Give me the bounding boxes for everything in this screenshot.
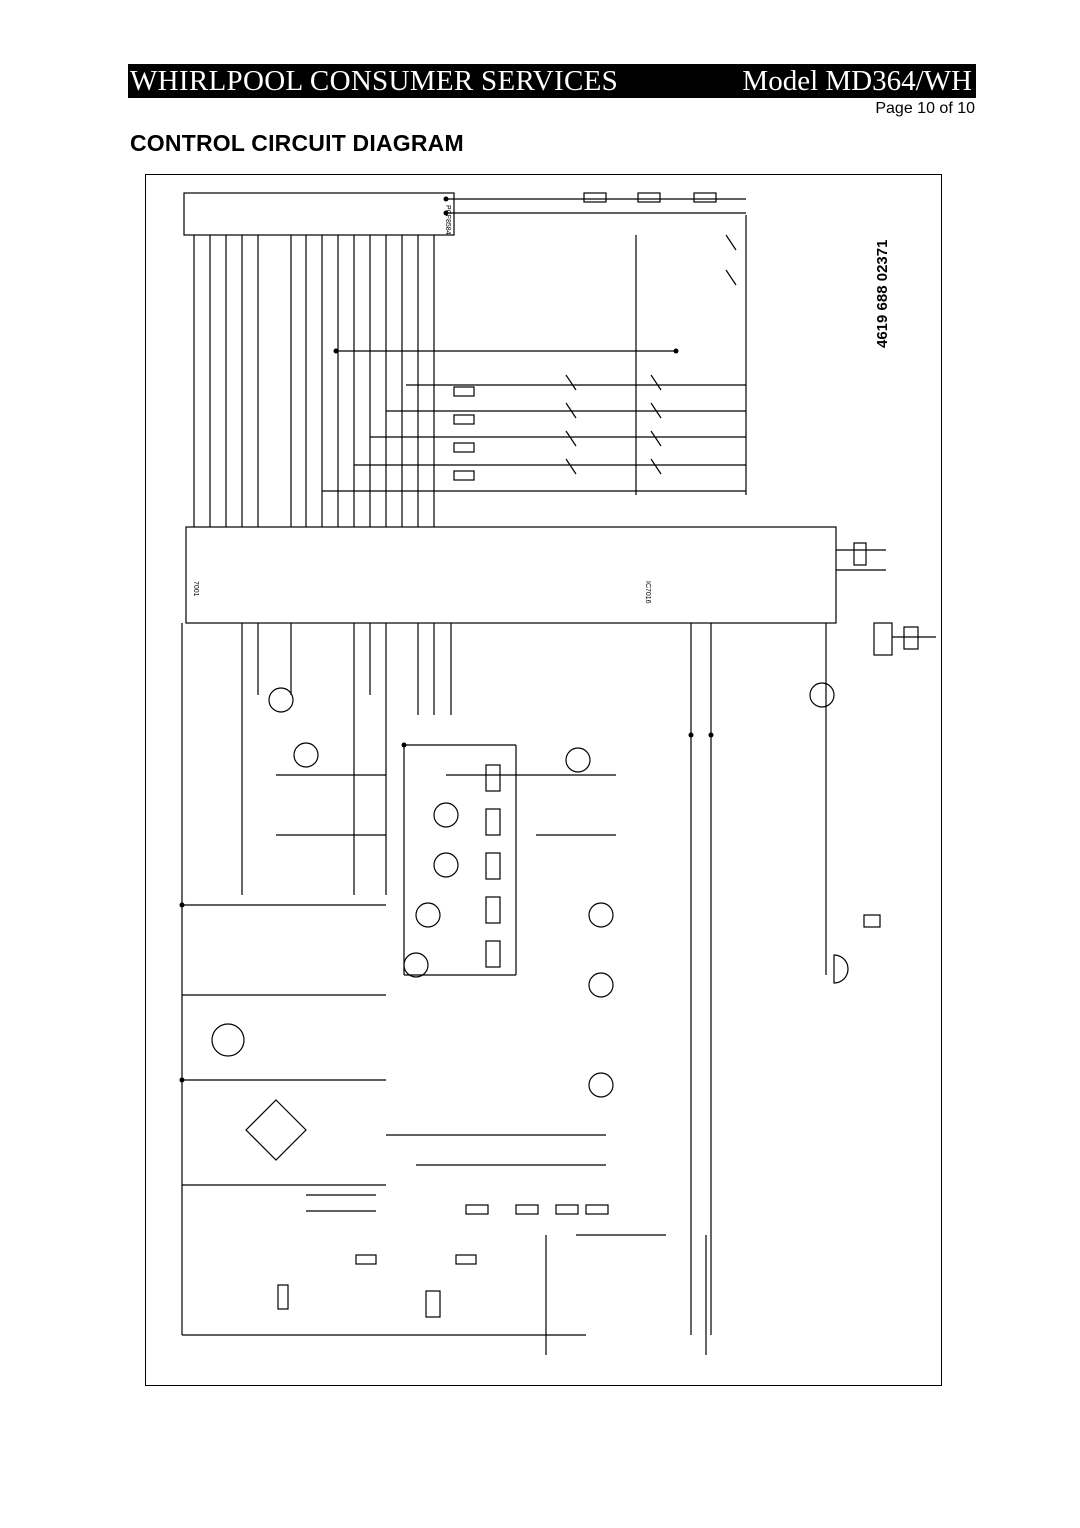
key-switches: [566, 235, 736, 474]
top-ic-label: PCF8584: [444, 205, 451, 235]
main-ic-ref: 7001: [192, 581, 199, 597]
circuit-diagram: [145, 174, 942, 1386]
header-bar: [128, 64, 976, 98]
model-name: Model MD364/WH: [742, 65, 972, 97]
document-number: 4619 688 02371: [874, 239, 891, 348]
company-name: WHIRLPOOL CONSUMER SERVICES: [130, 65, 619, 97]
main-ic-label: IC7016: [644, 581, 651, 604]
top-ic: [184, 193, 454, 235]
circuit-schematic: [146, 175, 943, 1387]
page-indicator: Page 10 of 10: [875, 100, 975, 117]
page-title: CONTROL CIRCUIT DIAGRAM: [130, 130, 464, 156]
main-ic: [186, 527, 836, 623]
